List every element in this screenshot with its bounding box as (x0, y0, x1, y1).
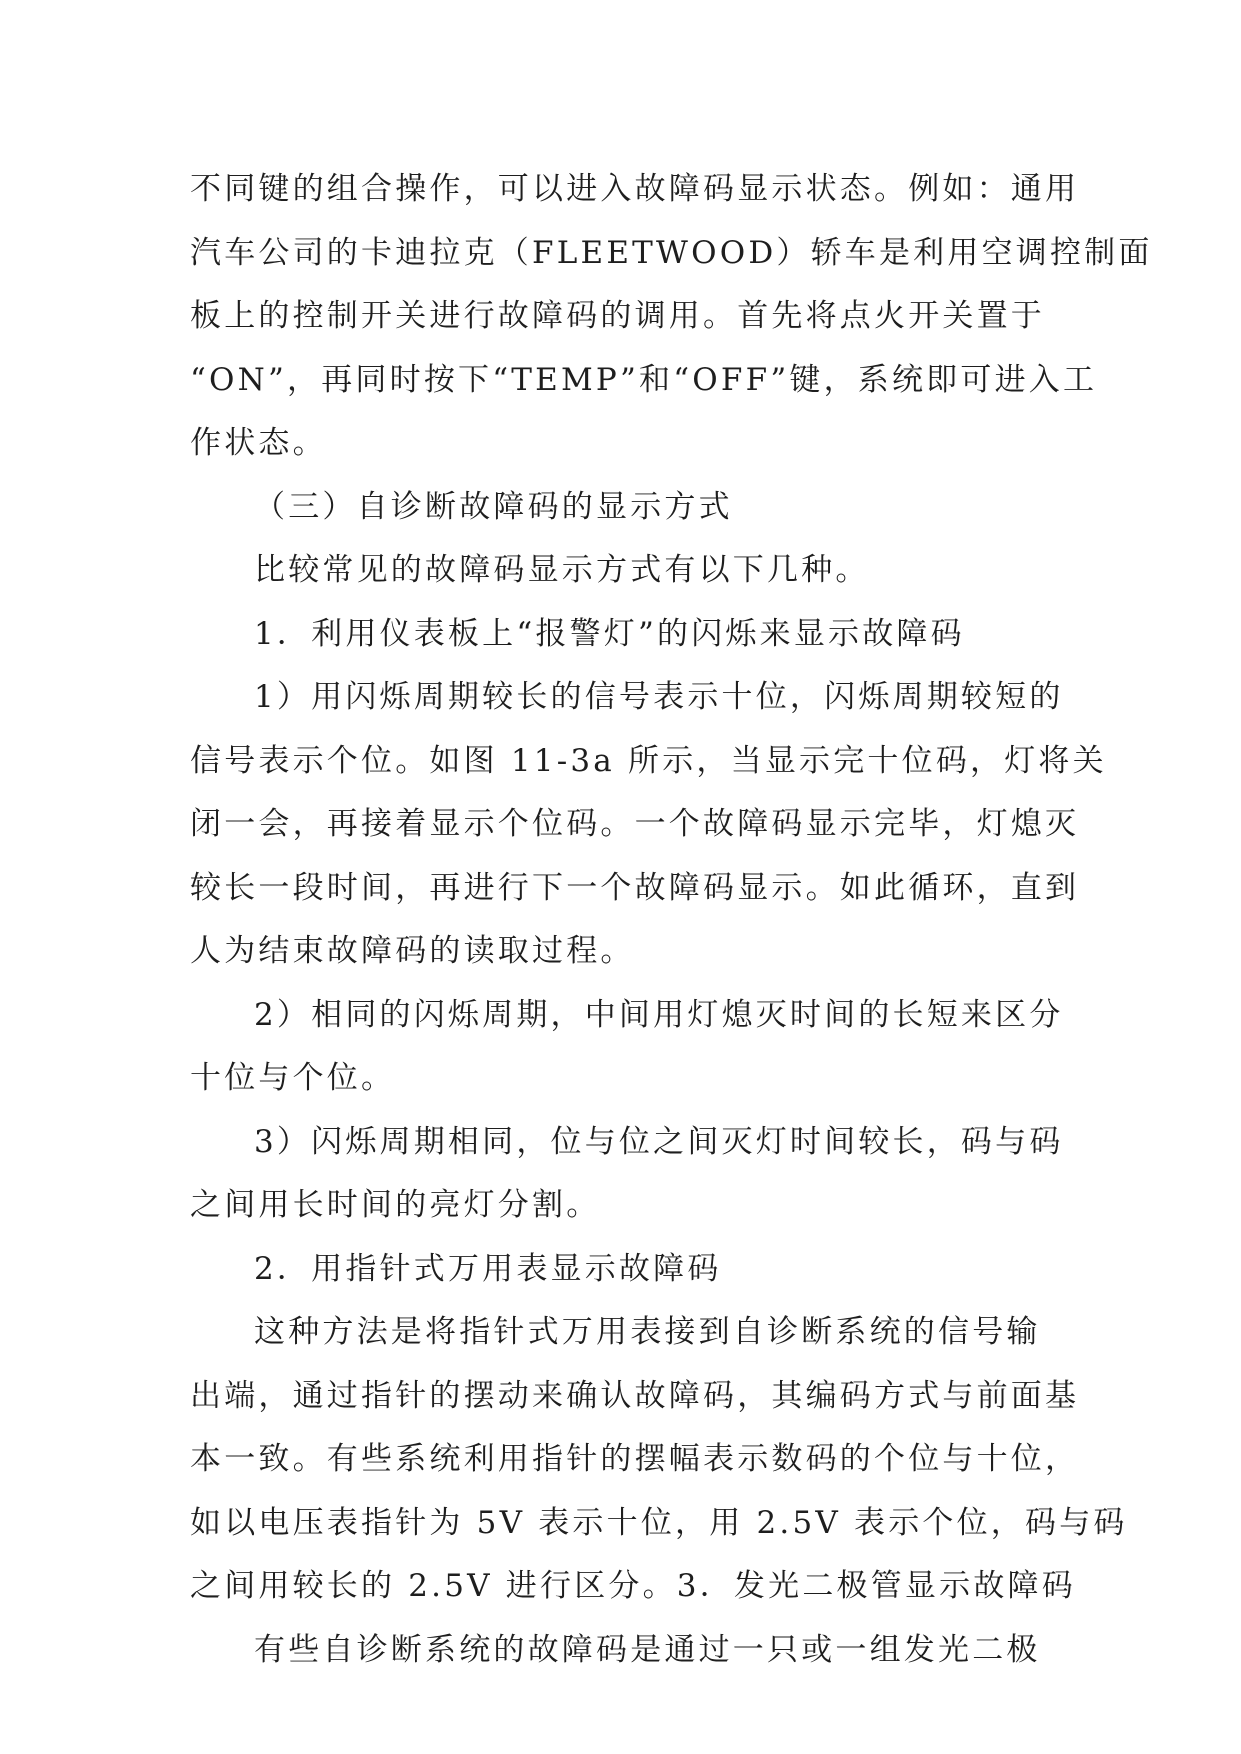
subsection-heading: 1．利用仪表板上“报警灯”的闪烁来显示故障码 (254, 615, 965, 652)
text-line: 如以电压表指针为 5V 表示十位，用 2.5V 表示个位，码与码 (190, 1504, 1128, 1541)
text-line: 十位与个位。 (190, 1060, 396, 1096)
section-heading: （三）自诊断故障码的显示方式 (254, 488, 733, 525)
text-line: 信号表示个位。如图 11-3a 所示，当显示完十位码，灯将关 (190, 742, 1107, 779)
body-text (190, 158, 1153, 1682)
text-line: “ON”，再同时按下“TEMP”和“OFF”键，系统即可进入工 (190, 361, 1098, 398)
text-line: 比较常见的故障码显示方式有以下几种。 (254, 552, 870, 588)
text-line: 这种方法是将指针式万用表接到自诊断系统的信号输 (254, 1314, 1041, 1350)
text-line: 不同键的组合操作，可以进入故障码显示状态。例如：通用 (190, 171, 1080, 207)
text-line: 1）用闪烁周期较长的信号表示十位，闪烁周期较短的 (254, 679, 1064, 715)
text-line: 之间用较长的 2.5V 进行区分。3．发光二极管显示故障码 (190, 1568, 1076, 1604)
text-line: 作状态。 (190, 425, 327, 461)
text-line: 汽车公司的卡迪拉克（FLEETWOOD）轿车是利用空调控制面 (190, 234, 1153, 271)
text-line: 人为结束故障码的读取过程。 (190, 933, 635, 969)
text-line: 出端，通过指针的摆动来确认故障码，其编码方式与前面基 (190, 1377, 1080, 1414)
text-line: 本一致。有些系统利用指针的摆幅表示数码的个位与十位， (190, 1441, 1080, 1477)
text-line: 闭一会，再接着显示个位码。一个故障码显示完毕，灯熄灭 (190, 806, 1080, 842)
text-line: 有些自诊断系统的故障码是通过一只或一组发光二极 (254, 1631, 1041, 1668)
text-line: 之间用长时间的亮灯分割。 (190, 1187, 601, 1223)
text-line: 板上的控制开关进行故障码的调用。首先将点火开关置于 (190, 298, 1045, 334)
text-line: 2）相同的闪烁周期，中间用灯熄灭时间的长短来区分 (254, 996, 1064, 1033)
text-line: 3）闪烁周期相同，位与位之间灭灯时间较长，码与码 (254, 1123, 1064, 1160)
subsection-heading: 2．用指针式万用表显示故障码 (254, 1250, 722, 1287)
text-line: 较长一段时间，再进行下一个故障码显示。如此循环，直到 (190, 869, 1080, 906)
